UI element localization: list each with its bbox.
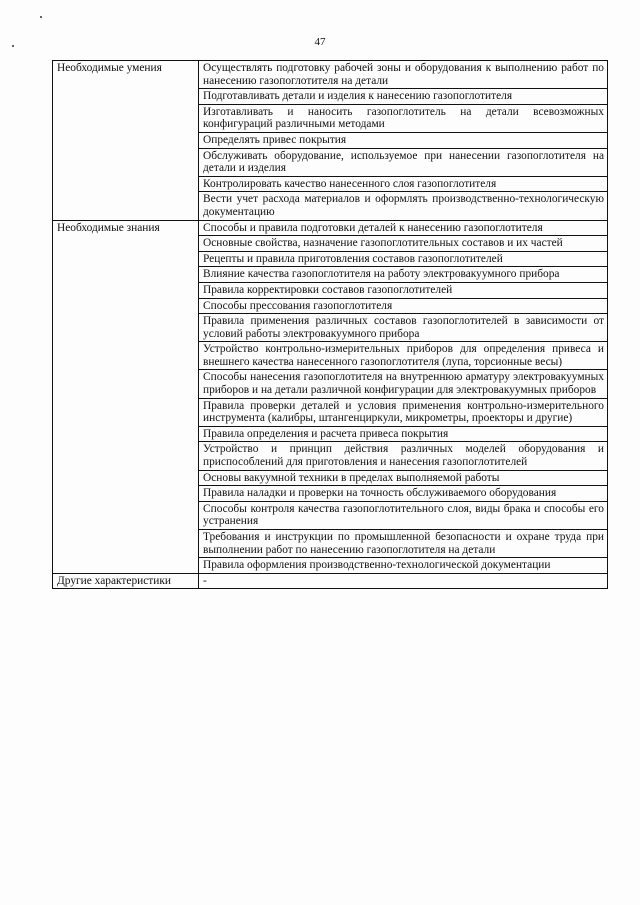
requirement-item: Контролировать качество нанесенного слоя газопоглотителя (199, 176, 608, 192)
requirement-item: Способы и правила подготовки деталей к нанесению газопоглотителя (199, 220, 608, 236)
characteristics-table (52, 60, 608, 589)
requirement-item: Рецепты и правила приготовления составов газопоглотителей (199, 251, 608, 267)
requirement-item: Устройство и принцип действия различных моделей оборудования и приспособлений для приготовления и нанесения газопоглотителей (199, 442, 608, 470)
requirement-item: Изготавливать и наносить газопоглотитель на детали всевозможных конфигураций различными методами (199, 104, 608, 132)
section-label: Другие характеристики (53, 573, 199, 589)
requirement-item: Способы контроля качества газопоглотительного слоя, виды брака и способы его устранения (199, 501, 608, 529)
requirement-item: Способы прессования газопоглотителя (199, 298, 608, 314)
requirement-item: Правила наладки и проверки на точность обслуживаемого оборудования (199, 486, 608, 502)
table-row (53, 61, 608, 89)
requirement-item: Правила оформления производственно-технологической документации (199, 558, 608, 574)
requirement-item: Требования и инструкции по промышленной безопасности и охране труда при выполнении работ по нанесению газопоглотителя на детали (199, 530, 608, 558)
section-label: Необходимые умения (53, 61, 199, 221)
requirement-item: Осуществлять подготовку рабочей зоны и оборудования к выполнению работ по нанесению газопоглотителя на детали (199, 61, 608, 89)
requirement-item: Подготавливать детали и изделия к нанесению газопоглотителя (199, 89, 608, 105)
requirement-item: - (199, 573, 608, 589)
requirement-item: Влияние качества газопоглотителя на работу электровакуумного прибора (199, 267, 608, 283)
requirement-item: Правила определения и расчета привеса покрытия (199, 426, 608, 442)
requirement-item: Обслуживать оборудование, используемое при нанесении газопоглотителя на детали и изделия (199, 148, 608, 176)
requirement-item: Правила корректировки составов газопоглотителей (199, 282, 608, 298)
requirement-item: Определять привес покрытия (199, 132, 608, 148)
requirement-item: Способы нанесения газопоглотителя на внутреннюю арматуру электровакуумных приборов и на детали различной конфигурации для электровакуумных приборов (199, 370, 608, 398)
requirement-item: Основы вакуумной техники в пределах выполняемой работы (199, 470, 608, 486)
requirement-item: Правила проверки деталей и условия применения контрольно-измерительного инструмента (калибры, штангенциркули, микрометры, проекторы и другие) (199, 398, 608, 426)
section-label: Необходимые знания (53, 220, 199, 573)
requirement-item: Правила применения различных составов газопоглотителей в зависимости от условий работы электровакуумного прибора (199, 314, 608, 342)
requirement-item: Вести учет расхода материалов и оформлять производственно-технологическую документацию (199, 192, 608, 220)
page-number: 47 (314, 36, 326, 48)
table-row (53, 220, 608, 236)
scan-speck (40, 16, 42, 18)
requirement-item: Основные свойства, назначение газопоглотительных составов и их частей (199, 236, 608, 252)
table-row (53, 573, 608, 589)
requirement-item: Устройство контрольно-измерительных приборов для определения привеса и внешнего качества нанесенного газопоглотителя (лупа, торсионные весы) (199, 342, 608, 370)
